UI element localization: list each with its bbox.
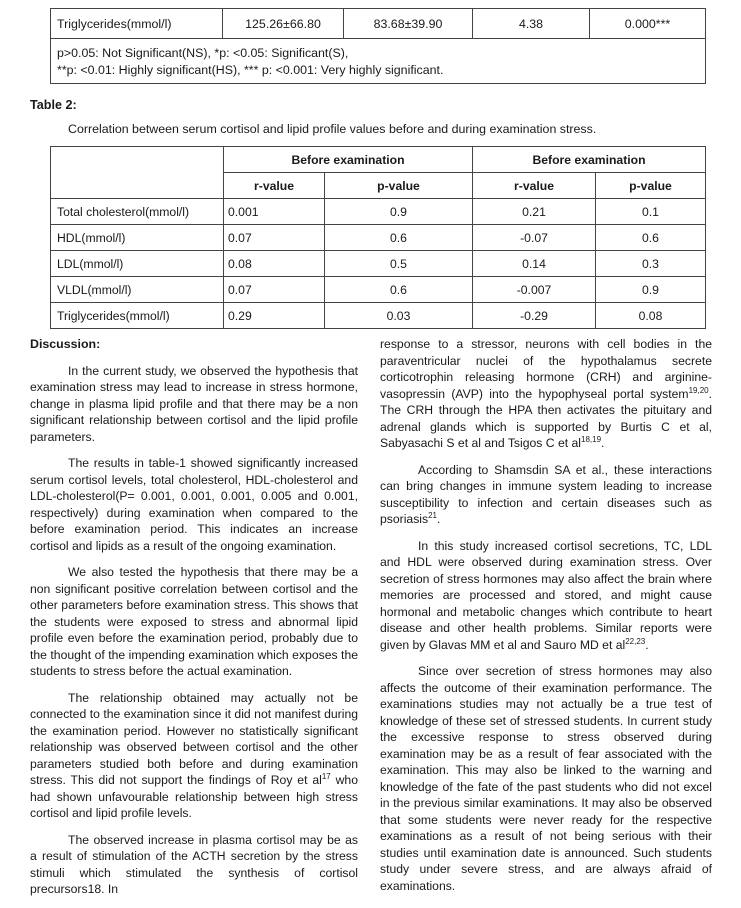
table2 (50, 146, 706, 329)
citation-superscript: 18,19 (581, 434, 602, 444)
table2-caption: Correlation between serum cortisol and lipid profile values before and during examination stress. (68, 122, 597, 136)
table-cell: 0.07 (224, 225, 325, 251)
note-line: p>0.05: Not Significant(NS), *p: <0.05: Significant(S), (57, 46, 349, 60)
paragraph: The results in table-1 showed significantly increased serum cortisol levels, total cholesterol, HDL-cholesterol and LDL-cholesterol(P= 0.001, 0.001, 0.001, 0.005 and 0.001, respectively) during examination when compared to the before examination period. This indicates an increase cortisol and lipids as a result of the ongoing examination. (30, 456, 358, 553)
column-header: r-value (224, 173, 325, 199)
table-row (51, 9, 706, 39)
text-run: . (645, 637, 649, 652)
table-row (51, 303, 706, 329)
column-header: r-value (473, 173, 596, 199)
text-run: who had shown unfavourable relationship between high stress cortisol and lipid profile levels. (30, 773, 358, 820)
table-cell: 0.21 (473, 199, 596, 225)
row-label: HDL(mmol/l) (51, 225, 224, 251)
table-cell: 0.03 (325, 303, 473, 329)
table-cell: 4.38 (473, 9, 590, 39)
significance-notes (51, 39, 706, 84)
empty-header-cell (51, 147, 224, 199)
paragraph (30, 690, 358, 822)
row-label: Total cholesterol(mmol/l) (51, 199, 224, 225)
table-cell: -0.29 (473, 303, 596, 329)
text-run: In this study increased cortisol secretions, TC, LDL and HDL were observed during examination stress. Over secretion of stress hormones may also affect the brain where memories are processed and stored, and might cause hormonal and metabolic changes which contribute to heart disease and other health problems. Similar reports were given by Glavas MM et al and Sauro MD et al (380, 538, 712, 652)
text-run: . (437, 512, 441, 526)
text-run: . (601, 436, 605, 450)
table-notes-row (51, 39, 706, 84)
text-run: response to a stressor, neurons with cell bodies in the paraventricular nuclei of the hypothalamus secrete corticotrophin releasing hormone (CRH) and arginine-vasopressin (AVP) into the hypophyseal portal system (380, 337, 712, 401)
paragraph: In the current study, we observed the hypothesis that examination stress may lead to increase in stress hormone, change in plasma lipid profile and that there may be a non significant relationship between cortisol and the lipid profile parameters. (30, 363, 358, 444)
table-cell: -0.007 (473, 277, 596, 303)
citation-superscript: 22,23 (625, 636, 646, 646)
left-column (30, 336, 358, 908)
right-column (380, 336, 712, 904)
paragraph (380, 538, 712, 654)
table-row (51, 251, 706, 277)
table-cell: 0.08 (224, 251, 325, 277)
citation-superscript: 17 (321, 771, 331, 781)
table-cell: 0.6 (325, 277, 473, 303)
discussion-heading: Discussion: (30, 337, 101, 351)
paragraph: We also tested the hypothesis that there may be a non significant positive correlation between cortisol and the other parameters before examination stress. This shows that the students were exposed to stress and abnormal lipid profile even before the examination period, probably due to the thought of the impending examination which exposes the students to stress before the actual examination. (30, 565, 358, 678)
group-header: Before examination (224, 147, 473, 173)
table-cell: -0.07 (473, 225, 596, 251)
note-line: **p: <0.01: Highly significant(HS), *** p: <0.001: Very highly significant. (57, 63, 444, 77)
table-row (51, 199, 706, 225)
column-header: p-value (596, 173, 706, 199)
table-cell: 0.5 (325, 251, 473, 277)
paragraph (380, 462, 712, 528)
table-cell: 0.9 (596, 277, 706, 303)
paragraph: The observed increase in plasma cortisol may be as a result of stimulation of the ACTH secretion by the stress stimuli which stimulated the synthesis of cortisol precursors18. In (30, 832, 358, 896)
paragraph: Since over secretion of stress hormones may also affects the outcome of their examination performance. The examinations studies may not actually be a true test of knowledge of these set of stressed students. In current study the excessive response to stress observed during examination may be as a result of fear associated with the examination. This may also be linked to the warning and knowledge of the fate of the past students who did not excel in the previous similar examinations. It may also be observed that some students were never ready for the respective examinations as a result of not being serious with their studies until examination date is announced. Such students study under severe stress, and are always afraid of examinations. (380, 664, 712, 893)
row-label: VLDL(mmol/l) (51, 277, 224, 303)
citation-superscript: 21 (428, 510, 437, 520)
table-cell: 0.9 (325, 199, 473, 225)
table2-label: Table 2: (30, 98, 77, 112)
table-cell: 83.68±39.90 (344, 9, 473, 39)
table-row (51, 277, 706, 303)
column-header: p-value (325, 173, 473, 199)
table-cell: 0.07 (224, 277, 325, 303)
group-header: Before examination (473, 147, 706, 173)
text-run: . The CRH through the HPA then activates the pituitary and adrenal glands which is supported by Burtis C et al, Sabyasachi S et al and Tsigos C et al (380, 386, 712, 450)
table-cell: 0.3 (596, 251, 706, 277)
table-cell: 0.6 (596, 225, 706, 251)
row-label: Triglycerides(mmol/l) (51, 303, 224, 329)
table-row (51, 225, 706, 251)
text-run: The relationship obtained may actually not be connected to the examination since it did not manifest during the examination period. However no statistically significant relationship was observed between cortisol and the other parameters studied both before and during examination stress. This did not support the findings of Roy et al (30, 690, 358, 787)
table-cell: 0.6 (325, 225, 473, 251)
table-cell: 0.1 (596, 199, 706, 225)
text-run: According to Shamsdin SA et al., these interactions can bring changes in immune system leading to increase susceptibility to infection and certain diseases such as psoriasis (380, 462, 712, 526)
paragraph (380, 336, 712, 452)
table-cell: 0.000*** (590, 9, 706, 39)
citation-superscript: 19,20 (688, 385, 709, 395)
row-label: Triglycerides(mmol/l) (51, 9, 223, 39)
row-label: LDL(mmol/l) (51, 251, 224, 277)
table-cell: 0.08 (596, 303, 706, 329)
table-cell: 0.001 (224, 199, 325, 225)
table-cell: 125.26±66.80 (223, 9, 344, 39)
table-header-row (51, 147, 706, 173)
table-cell: 0.29 (224, 303, 325, 329)
table1-tail (50, 8, 706, 84)
table-cell: 0.14 (473, 251, 596, 277)
